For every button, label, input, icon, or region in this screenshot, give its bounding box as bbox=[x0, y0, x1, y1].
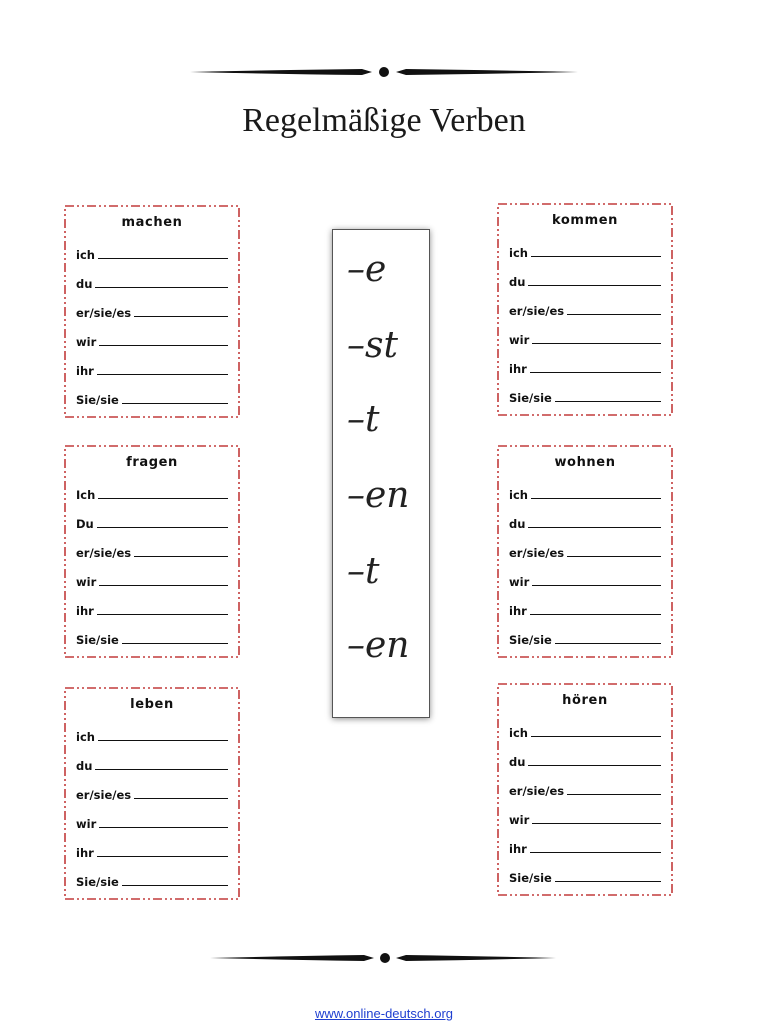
pronoun-label: Sie/sie bbox=[509, 871, 552, 885]
pronoun-label: ihr bbox=[76, 604, 94, 618]
answer-blank-line[interactable] bbox=[567, 314, 661, 315]
pronoun-label: ihr bbox=[509, 362, 527, 376]
answer-blank-line[interactable] bbox=[532, 823, 661, 824]
ending-sie-plural: –en bbox=[347, 625, 410, 666]
answer-blank-line[interactable] bbox=[531, 498, 661, 499]
answer-blank-line[interactable] bbox=[528, 527, 661, 528]
conjugation-row bbox=[509, 560, 661, 589]
ornamental-divider-bottom bbox=[0, 948, 768, 968]
verb-title: leben bbox=[130, 697, 174, 712]
answer-blank-line[interactable] bbox=[99, 827, 228, 828]
pronoun-label: du bbox=[76, 277, 93, 291]
conjugation-row bbox=[509, 231, 661, 260]
answer-blank-line[interactable] bbox=[95, 769, 228, 770]
answer-blank-line[interactable] bbox=[555, 881, 661, 882]
pronoun-label: wir bbox=[509, 333, 530, 347]
conjugation-row bbox=[76, 802, 228, 831]
answer-blank-line[interactable] bbox=[532, 585, 661, 586]
conjugation-row bbox=[76, 744, 228, 773]
pronoun-label: ihr bbox=[76, 364, 94, 378]
verb-title: kommen bbox=[552, 213, 618, 228]
pronoun-label: ich bbox=[509, 726, 528, 740]
answer-blank-line[interactable] bbox=[530, 614, 661, 615]
conjugation-row bbox=[76, 618, 228, 647]
pronoun-label: er/sie/es bbox=[76, 788, 132, 802]
answer-blank-line[interactable] bbox=[134, 798, 228, 799]
answer-blank-line[interactable] bbox=[95, 287, 228, 288]
pronoun-label: ihr bbox=[76, 846, 94, 860]
pronoun-label: wir bbox=[509, 813, 530, 827]
conjugation-row bbox=[509, 827, 661, 856]
verb-card-kommen bbox=[497, 203, 673, 416]
conjugation-row bbox=[509, 711, 661, 740]
pronoun-label: ihr bbox=[509, 842, 527, 856]
conjugation-row bbox=[509, 769, 661, 798]
verb-title: wohnen bbox=[554, 455, 616, 470]
pronoun-label: Ich bbox=[76, 488, 96, 502]
verb-card-hoeren bbox=[497, 683, 673, 896]
pronoun-label: er/sie/es bbox=[76, 306, 132, 320]
answer-blank-line[interactable] bbox=[528, 285, 661, 286]
answer-blank-line[interactable] bbox=[99, 345, 228, 346]
conjugation-row bbox=[76, 320, 228, 349]
answer-blank-line[interactable] bbox=[532, 343, 661, 344]
conjugation-row bbox=[509, 318, 661, 347]
answer-blank-line[interactable] bbox=[98, 498, 228, 499]
answer-blank-line[interactable] bbox=[567, 556, 661, 557]
pronoun-label: er/sie/es bbox=[509, 546, 565, 560]
conjugation-row bbox=[76, 473, 228, 502]
answer-blank-line[interactable] bbox=[122, 643, 228, 644]
conjugation-row bbox=[76, 502, 228, 531]
pronoun-label: ich bbox=[509, 488, 528, 502]
pronoun-label: Du bbox=[76, 517, 94, 531]
conjugation-row bbox=[509, 856, 661, 885]
conjugation-row bbox=[76, 715, 228, 744]
pronoun-label: Sie/sie bbox=[76, 633, 119, 647]
answer-blank-line[interactable] bbox=[531, 256, 661, 257]
answer-blank-line[interactable] bbox=[567, 794, 661, 795]
pronoun-label: ihr bbox=[509, 604, 527, 618]
verb-title: machen bbox=[121, 215, 183, 230]
conjugation-row bbox=[509, 502, 661, 531]
conjugation-row bbox=[76, 860, 228, 889]
conjugation-row bbox=[509, 740, 661, 769]
pronoun-label: du bbox=[509, 517, 526, 531]
conjugation-row bbox=[76, 378, 228, 407]
pronoun-label: du bbox=[509, 755, 526, 769]
pronoun-label: wir bbox=[509, 575, 530, 589]
conjugation-row bbox=[509, 260, 661, 289]
ornamental-divider-top bbox=[0, 62, 768, 82]
pronoun-label: du bbox=[509, 275, 526, 289]
answer-blank-line[interactable] bbox=[98, 258, 228, 259]
answer-blank-line[interactable] bbox=[528, 765, 661, 766]
page-title: Regelmäßige Verben bbox=[242, 102, 526, 139]
conjugation-row bbox=[76, 773, 228, 802]
answer-blank-line[interactable] bbox=[99, 585, 228, 586]
answer-blank-line[interactable] bbox=[98, 740, 228, 741]
conjugation-row bbox=[76, 291, 228, 320]
conjugation-row bbox=[509, 289, 661, 318]
pronoun-label: wir bbox=[76, 817, 97, 831]
answer-blank-line[interactable] bbox=[97, 527, 228, 528]
conjugation-row bbox=[509, 531, 661, 560]
answer-blank-line[interactable] bbox=[555, 401, 661, 402]
answer-blank-line[interactable] bbox=[97, 856, 228, 857]
answer-blank-line[interactable] bbox=[134, 556, 228, 557]
answer-blank-line[interactable] bbox=[530, 852, 661, 853]
verb-card-fragen bbox=[64, 445, 240, 658]
pronoun-label: Sie/sie bbox=[509, 633, 552, 647]
verb-card-wohnen bbox=[497, 445, 673, 658]
pronoun-label: wir bbox=[76, 575, 97, 589]
pronoun-label: er/sie/es bbox=[509, 784, 565, 798]
conjugation-row bbox=[76, 560, 228, 589]
ending-ich: –e bbox=[347, 249, 387, 290]
pronoun-label: Sie/sie bbox=[76, 393, 119, 407]
answer-blank-line[interactable] bbox=[531, 736, 661, 737]
conjugation-row bbox=[509, 798, 661, 827]
ending-ihr: –t bbox=[347, 551, 380, 592]
answer-blank-line[interactable] bbox=[97, 374, 228, 375]
pronoun-label: ich bbox=[509, 246, 528, 260]
conjugation-row bbox=[509, 347, 661, 376]
conjugation-row bbox=[76, 349, 228, 378]
answer-blank-line[interactable] bbox=[122, 403, 228, 404]
ending-wir: –en bbox=[347, 475, 410, 516]
ending-er-sie-es: –t bbox=[347, 399, 380, 440]
answer-blank-line[interactable] bbox=[97, 614, 228, 615]
verb-card-leben bbox=[64, 687, 240, 900]
answer-blank-line[interactable] bbox=[122, 885, 228, 886]
answer-blank-line[interactable] bbox=[555, 643, 661, 644]
verb-title: hören bbox=[562, 693, 608, 708]
pronoun-label: ich bbox=[76, 248, 95, 262]
conjugation-row bbox=[76, 233, 228, 262]
conjugation-row bbox=[509, 473, 661, 502]
conjugation-row bbox=[509, 618, 661, 647]
pronoun-label: du bbox=[76, 759, 93, 773]
answer-blank-line[interactable] bbox=[530, 372, 661, 373]
pronoun-label: Sie/sie bbox=[509, 391, 552, 405]
conjugation-row bbox=[76, 589, 228, 618]
pronoun-label: ich bbox=[76, 730, 95, 744]
pronoun-label: wir bbox=[76, 335, 97, 349]
verb-card-machen bbox=[64, 205, 240, 418]
conjugation-row bbox=[509, 589, 661, 618]
conjugation-row bbox=[76, 531, 228, 560]
pronoun-label: Sie/sie bbox=[76, 875, 119, 889]
answer-blank-line[interactable] bbox=[134, 316, 228, 317]
endings-box bbox=[332, 229, 430, 718]
ending-du: –st bbox=[347, 325, 398, 366]
pronoun-label: er/sie/es bbox=[76, 546, 132, 560]
conjugation-row bbox=[76, 262, 228, 291]
conjugation-row bbox=[509, 376, 661, 405]
pronoun-label: er/sie/es bbox=[509, 304, 565, 318]
verb-title: fragen bbox=[126, 455, 178, 470]
conjugation-row bbox=[76, 831, 228, 860]
footer-website-link[interactable]: www.online-deutsch.org bbox=[314, 1006, 454, 1021]
